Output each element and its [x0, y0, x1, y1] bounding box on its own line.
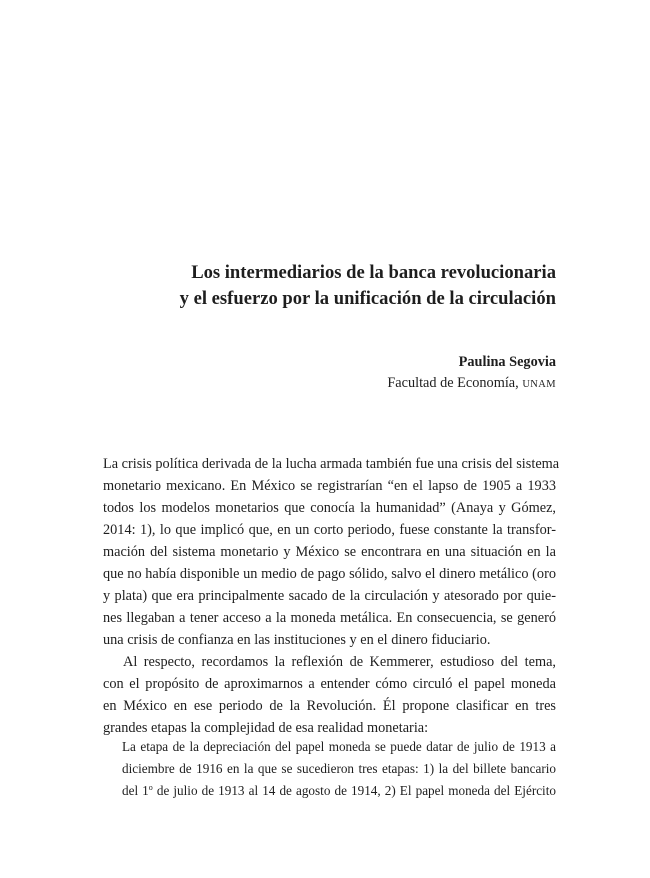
affiliation-faculty: Facultad de Economía, — [387, 375, 519, 391]
paragraph-line: 2014: 1), lo que implicó que, en un corto periodo, fuese constante la transfor- — [103, 522, 556, 538]
article-title-line-2: y el esfuerzo por la unificación de la circulación — [179, 288, 556, 309]
paragraph-line: La crisis política derivada de la lucha armada también fue una crisis del sistema — [103, 456, 560, 472]
quote-line: diciembre de 1916 en la que se sucedieron tres etapas: 1) la del billete bancario — [122, 761, 556, 776]
paragraph-line: todos los modelos monetarios que conocía la humanidad” (Anaya y Gómez, — [103, 500, 556, 516]
ordinal-superscript: o — [148, 783, 153, 792]
paragraph-line: mación del sistema monetario y México se encontrara en una situación en la — [103, 544, 556, 560]
paragraph-line: Al respecto, recordamos la reflexión de Kemmerer, estudioso del tema, — [123, 654, 556, 670]
paragraph-line: una crisis de confianza en las instituciones y en el dinero fiduciario. — [103, 632, 491, 648]
author-affiliation — [387, 373, 556, 395]
paragraph-line: grandes etapas la complejidad de esa realidad monetaria: — [103, 720, 429, 736]
article-title-line-1: Los intermediarios de la banca revolucionaria — [191, 262, 556, 283]
paragraph-line: y plata) que era principalmente sacado de la circulación y atesorado por quie- — [103, 588, 556, 604]
block-quote — [122, 736, 556, 802]
quote-line — [122, 780, 556, 802]
paragraph-line: en México en ese periodo de la Revolución. Él propone clasificar en tres — [103, 698, 556, 714]
quote-line-start: del 1 — [122, 783, 149, 798]
paragraph-line: nes llegaban a tener acceso a la moneda metálica. En consecuencia, se generó — [103, 610, 556, 626]
quote-line: La etapa de la depreciación del papel moneda se puede datar de julio de 1913 a — [122, 739, 556, 754]
affiliation-university: UNAM — [522, 379, 556, 390]
paragraph-line: que no había disponible un medio de pago sólido, salvo el dinero metálico (oro — [103, 566, 556, 582]
quote-line-end: de julio de 1913 al 14 de agosto de 1914, 2) El papel moneda del Ejército — [152, 783, 556, 798]
paragraph-line: monetario mexicano. En México se registrarían “en el lapso de 1905 a 1933 — [103, 478, 556, 494]
paragraph-2 — [103, 651, 556, 739]
paragraph-line: con el propósito de aproximarnos a entender cómo circuló el papel moneda — [103, 676, 556, 692]
paragraph-1 — [103, 453, 560, 651]
author-name: Paulina Segovia — [458, 354, 556, 370]
body-text — [103, 453, 560, 739]
article-title — [86, 260, 556, 312]
